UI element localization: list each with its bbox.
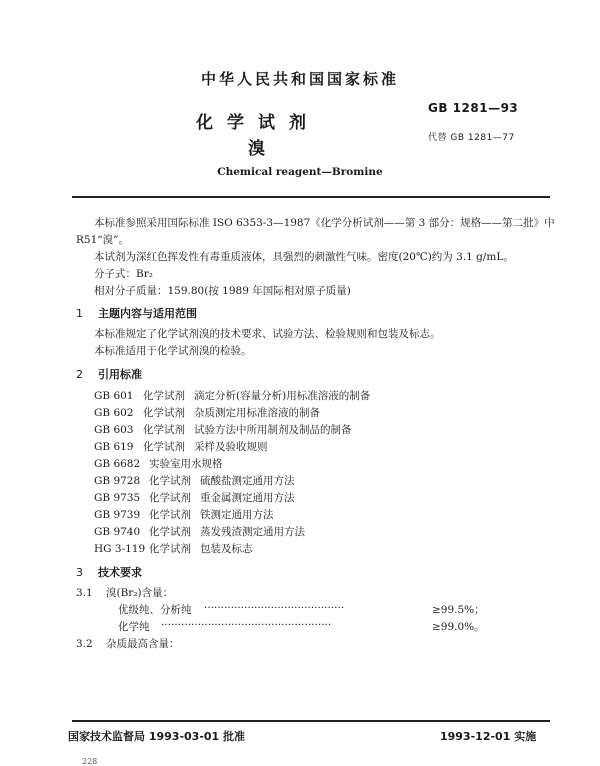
grade-row-chemical	[118, 619, 508, 634]
reference-code: HG 3-119	[94, 543, 146, 555]
section-1-line-2: 本标准适用于化学试剂溴的检验。	[94, 345, 252, 357]
section-3-number: 3	[76, 566, 83, 579]
clause-3-2-text: 杂质最高含量：	[106, 638, 180, 650]
grade-label: 优级纯、分析纯	[118, 604, 192, 616]
reference-code: GB 619	[94, 441, 134, 453]
reference-category: 化学试剂	[143, 441, 185, 453]
molecular-weight: 相对分子质量：159.80(按 1989 年国际相对原子质量)	[94, 285, 351, 297]
reference-code: GB 603	[94, 424, 134, 436]
section-2-number: 2	[76, 368, 83, 381]
reference-title: 包装及标志	[200, 543, 253, 555]
reference-item	[94, 388, 370, 403]
reference-category: 化学试剂	[149, 543, 191, 555]
section-1-line-1: 本标准规定了化学试剂溴的技术要求、试验方法、检验规则和包装及标志。	[94, 328, 441, 340]
section-1-heading	[76, 305, 197, 321]
bottom-divider	[72, 720, 550, 722]
replaces-standard: 代替 GB 1281—77	[428, 133, 515, 143]
reference-title: 实验室用水规格	[149, 458, 223, 470]
english-title: Chemical reagent—Bromine	[217, 166, 383, 178]
reference-category: 化学试剂	[149, 475, 191, 487]
section-3-heading	[76, 564, 142, 580]
reference-category: 化学试剂	[143, 407, 185, 419]
clause-3-1	[76, 585, 173, 600]
clause-3-1-number: 3.1	[76, 587, 93, 599]
reference-code: GB 6682	[94, 458, 141, 470]
section-1-number: 1	[76, 307, 83, 320]
reference-category: 化学试剂	[143, 390, 185, 402]
reference-title: 硫酸盐测定通用方法	[200, 475, 295, 487]
intro-line-1: 本标准参照采用国际标准 ISO 6353-3—1987《化学分析试剂——第 3 部分：规格——第二批》中	[94, 217, 555, 229]
reference-category: 化学试剂	[149, 492, 191, 504]
standard-number: GB 1281—93	[428, 101, 519, 115]
grade-label: 化学纯	[118, 621, 150, 633]
molecular-formula: 分子式：Br₂	[94, 268, 153, 280]
document-title: 化学试剂	[196, 113, 320, 133]
reference-title: 滴定分析(容量分析)用标准溶液的制备	[194, 390, 371, 402]
section-2-title: 引用标准	[98, 368, 142, 381]
reference-item	[94, 439, 268, 454]
reference-title: 重金属测定通用方法	[200, 492, 295, 504]
top-divider	[72, 196, 550, 198]
reference-item	[94, 541, 253, 556]
grade-value: ≥99.0%。	[432, 621, 485, 633]
clause-3-1-text: 溴(Br₂)含量：	[106, 587, 174, 599]
reference-title: 铁测定通用方法	[200, 509, 274, 521]
dot-leader: ···················································	[161, 619, 332, 631]
section-3-title: 技术要求	[98, 566, 142, 579]
reference-code: GB 601	[94, 390, 134, 402]
reference-code: GB 9740	[94, 526, 141, 538]
reference-category: 化学试剂	[149, 509, 191, 521]
reference-code: GB 9739	[94, 509, 141, 521]
reference-category: 化学试剂	[143, 424, 185, 436]
clause-3-2-number: 3.2	[76, 638, 93, 650]
intro-line-2: R51“溴”。	[76, 234, 130, 246]
effective-date: 1993-12-01 实施	[440, 730, 537, 743]
reference-item	[94, 507, 274, 522]
reference-title: 蒸发残渣测定通用方法	[200, 526, 305, 538]
reference-item	[94, 524, 305, 539]
reference-item	[94, 490, 295, 505]
reference-item	[94, 456, 223, 471]
reference-item	[94, 473, 295, 488]
reference-code: GB 602	[94, 407, 134, 419]
grade-row-analytical	[118, 602, 508, 617]
document-subtitle: 溴	[248, 139, 265, 159]
reference-category: 化学试剂	[149, 526, 191, 538]
reference-title: 杂质测定用标准溶液的制备	[194, 407, 320, 419]
reference-code: GB 9728	[94, 475, 141, 487]
grade-value: ≥99.5%；	[432, 604, 485, 616]
reference-title: 采样及验收规则	[194, 441, 268, 453]
page-number: 228	[82, 757, 98, 766]
section-1-title: 主题内容与适用范围	[98, 307, 197, 320]
intro-line-3: 本试剂为深红色挥发性有毒重质液体，具强烈的刺激性气味。密度(20℃)约为 3.1 g/mL。	[94, 251, 514, 263]
section-2-heading	[76, 366, 142, 382]
approval-issuer: 国家技术监督局 1993-03-01 批准	[68, 730, 246, 743]
reference-item	[94, 422, 352, 437]
reference-title: 试验方法中所用制剂及制品的制备	[194, 424, 352, 436]
dot-leader: ··········································	[204, 602, 345, 614]
clause-3-2	[76, 636, 180, 651]
reference-code: GB 9735	[94, 492, 141, 504]
reference-item	[94, 405, 320, 420]
national-standard-heading: 中华人民共和国国家标准	[200, 70, 399, 88]
